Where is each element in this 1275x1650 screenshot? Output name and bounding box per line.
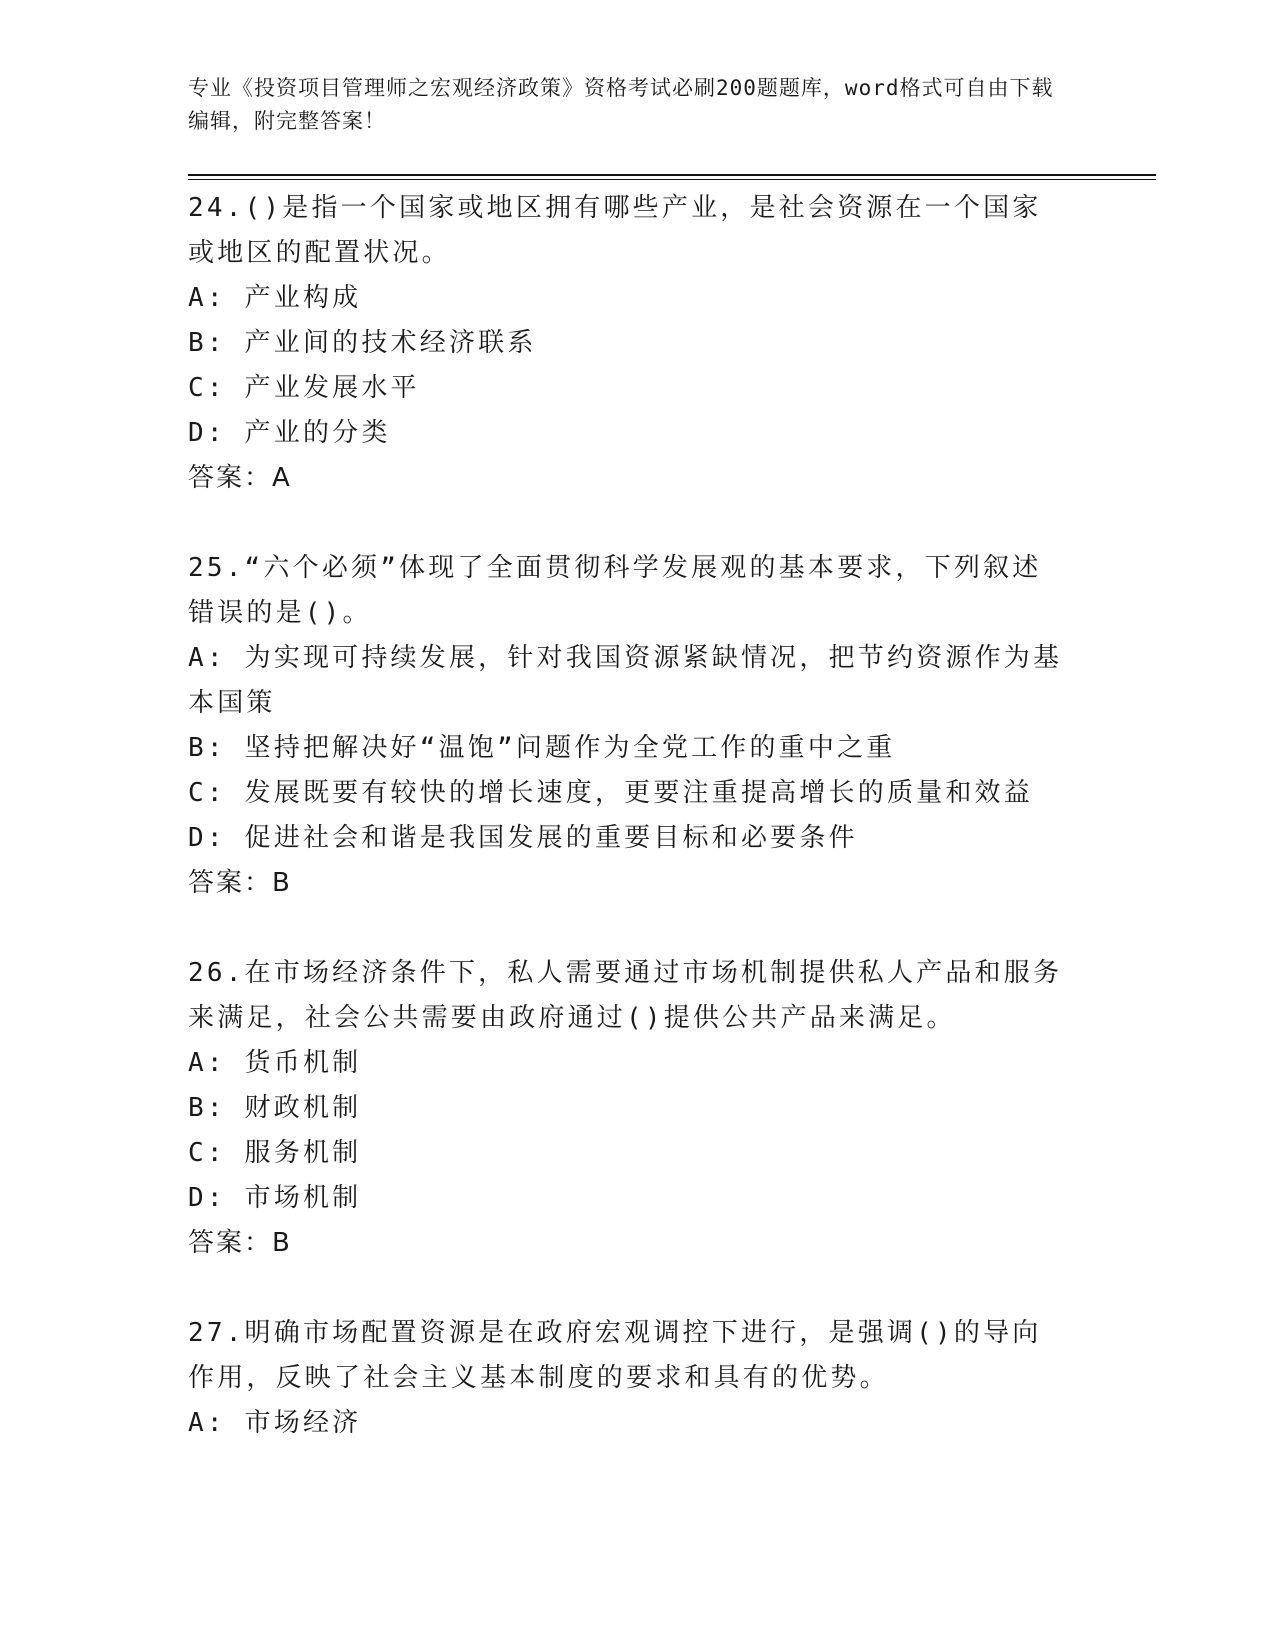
option-b: B: 坚持把解决好“温饱”问题作为全党工作的重中之重	[188, 733, 896, 763]
header-divider	[188, 174, 1156, 176]
question-25	[188, 546, 1068, 906]
answer-line: 答案：A	[188, 463, 292, 493]
question-26	[188, 951, 1068, 1266]
document-header: 专业《投资项目管理师之宏观经济政策》资格考试必刷200题题库，word格式可自由下载编辑，附完整答案！	[188, 76, 1054, 133]
option-a: A: 产业构成	[188, 283, 362, 313]
option-c: C: 服务机制	[188, 1138, 362, 1168]
option-d: D: 市场机制	[188, 1183, 362, 1213]
option-a: A: 市场经济	[188, 1408, 362, 1438]
question-stem: 24.()是指一个国家或地区拥有哪些产业，是社会资源在一个国家或地区的配置状况。	[188, 193, 1042, 268]
option-a: A: 货币机制	[188, 1048, 362, 1078]
question-24	[188, 186, 1068, 501]
option-a: A: 为实现可持续发展，针对我国资源紧缺情况，把节约资源作为基本国策	[188, 643, 1063, 718]
option-d: D: 产业的分类	[188, 418, 391, 448]
option-c: C: 发展既要有较快的增长速度，更要注重提高增长的质量和效益	[188, 778, 1033, 808]
option-b: B: 产业间的技术经济联系	[188, 328, 537, 358]
header-divider-thin	[188, 179, 1156, 180]
option-b: B: 财政机制	[188, 1093, 362, 1123]
question-stem: 27.明确市场配置资源是在政府宏观调控下进行，是强调()的导向作用，反映了社会主义基本制度的要求和具有的优势。	[188, 1318, 1042, 1393]
option-d: D: 促进社会和谐是我国发展的重要目标和必要条件	[188, 823, 858, 853]
answer-line: 答案：B	[188, 1228, 292, 1258]
question-27	[188, 1311, 1068, 1446]
option-c: C: 产业发展水平	[188, 373, 420, 403]
document-page	[188, 72, 1148, 1446]
question-stem: 26.在市场经济条件下，私人需要通过市场机制提供私人产品和服务来满足，社会公共需要由政府通过()提供公共产品来满足。	[188, 958, 1063, 1033]
answer-line: 答案：B	[188, 868, 292, 898]
question-stem: 25.“六个必须”体现了全面贯彻科学发展观的基本要求，下列叙述错误的是()。	[188, 553, 1042, 628]
